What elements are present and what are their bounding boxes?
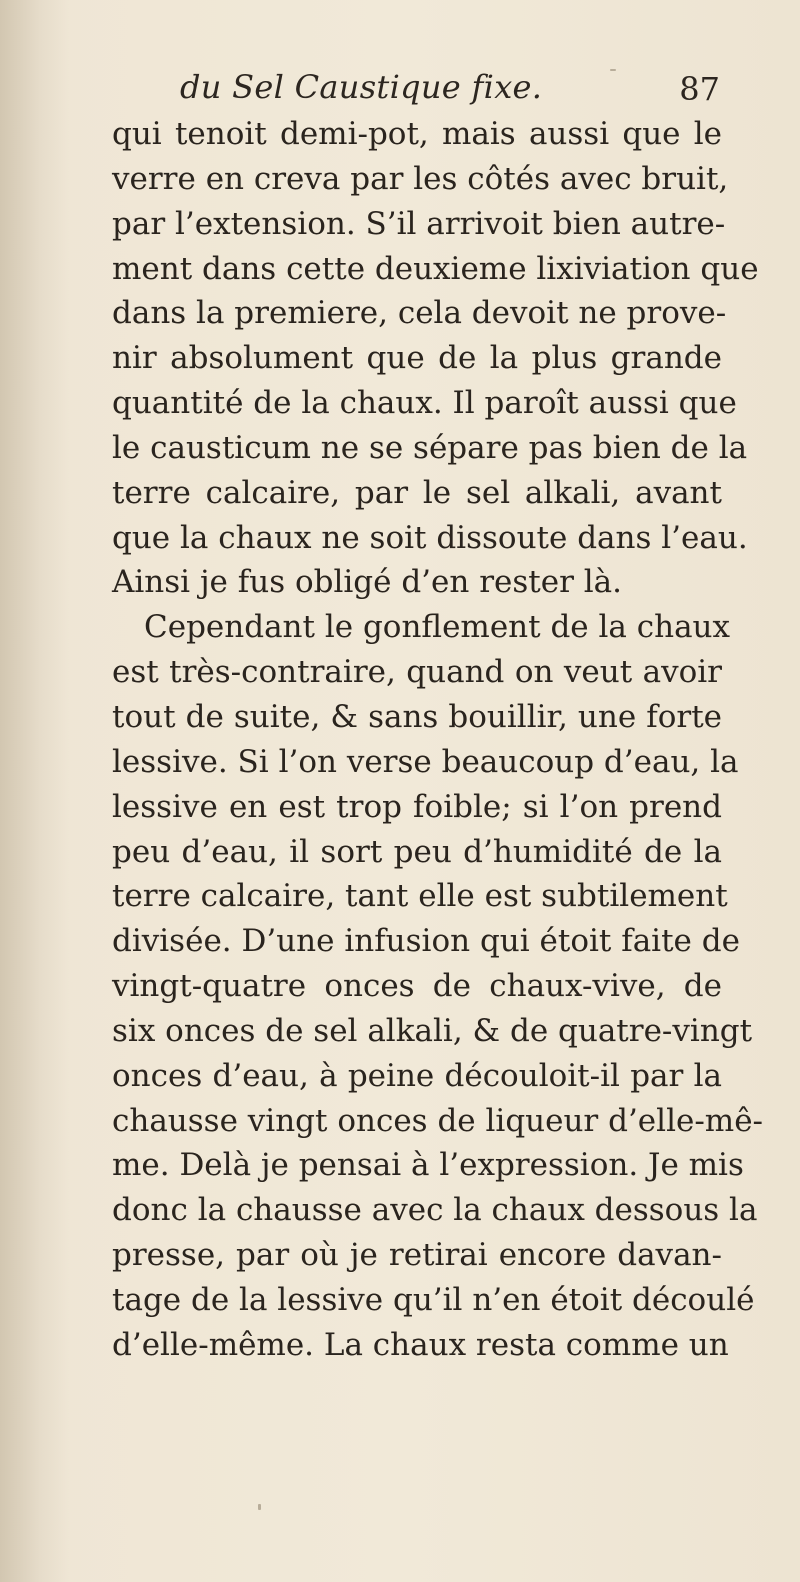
running-head-title: du Sel Caustique fixe. [180,68,543,106]
text-line: chausse vingt onces de liqueur d’elle-mê- [112,1102,764,1139]
page-number: 87 [679,70,720,108]
text-line: nir absolument que de la plus grande [112,340,722,377]
text-line: d’elle-même. La chaux resta comme un [112,1326,729,1363]
body-text [112,112,764,1368]
text-line: vingt-quatre onces de chaux-vive, de [112,968,722,1005]
text-line: lessive en est trop foible; si l’on prend [112,788,722,825]
text-line: est très-contraire, quand on veut avoir [112,654,722,691]
text-line: me. Delà je pensai à l’expression. Je mis [112,1147,744,1184]
text-line: peu d’eau, il sort peu d’humidité de la [112,833,722,870]
text-line: tout de suite, & sans bouillir, une forte [112,698,722,735]
text-line: quantité de la chaux. Il paroît aussi que [112,385,737,422]
text-line: ment dans cette deuxieme lixiviation que [112,250,759,287]
text-line: Ainsi je fus obligé d’en rester là. [112,564,623,601]
paper-speck [610,69,616,71]
text-line: qui tenoit demi-pot, mais aussi que le [112,116,722,152]
text-line: tage de la lessive qu’il n’en étoit découlé [112,1281,755,1318]
text-line: six onces de sel alkali, & de quatre-vingt [112,1012,753,1049]
text-line: onces d’eau, à peine découloit-il par la [112,1057,722,1094]
text-line: divisée. D’une infusion qui étoit faite de [112,923,740,960]
text-line: presse, par où je retirai encore davan- [112,1237,722,1274]
text-line: terre calcaire, par le sel alkali, avant [112,474,722,511]
text-line: dans la premiere, cela devoit ne prove- [112,295,727,332]
paragraph [112,605,764,1367]
text-line: que la chaux ne soit dissoute dans l’eau. [112,519,748,556]
paper-speck [258,1504,261,1510]
text-line: le causticum ne se sépare pas bien de la [112,429,748,466]
text-line: lessive. Si l’on verse beaucoup d’eau, la [112,743,739,780]
paragraph [112,112,759,605]
gutter-shadow [0,0,70,1582]
text-line: donc la chausse avec la chaux dessous la [112,1192,758,1229]
text-line: par l’extension. S’il arrivoit bien autre- [112,205,726,242]
text-line: Cependant le gonflement de la chaux [144,609,731,646]
text-line: terre calcaire, tant elle est subtilement [112,878,728,915]
running-head [160,68,720,118]
text-line: verre en creva par les côtés avec bruit, [112,160,729,197]
